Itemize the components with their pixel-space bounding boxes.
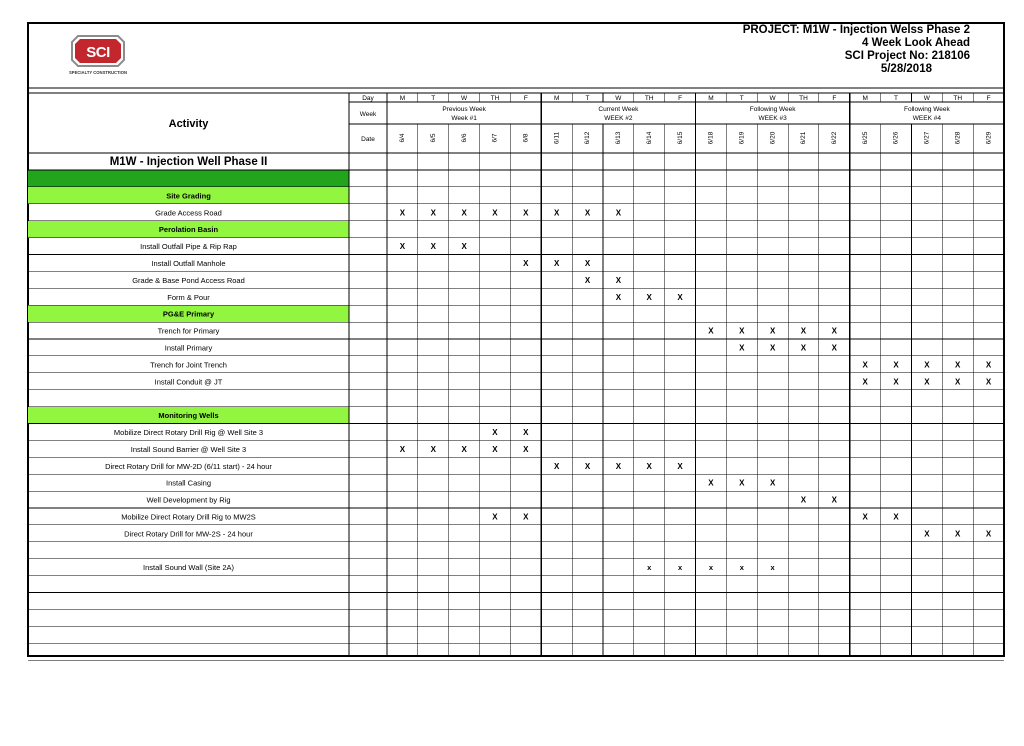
day-header: W [615, 95, 622, 102]
schedule-mark: X [831, 343, 837, 353]
schedule-mark: x [647, 563, 652, 573]
schedule-mark: X [492, 208, 498, 218]
week-header-line1: Previous Week [442, 106, 486, 113]
schedule-mark: X [739, 326, 745, 336]
date-header: 6/18 [707, 131, 715, 145]
schedule-mark: X [584, 275, 591, 285]
schedule-mark: x [708, 563, 714, 573]
schedule-mark: X [492, 444, 498, 454]
section-label: Perolation Basin [158, 225, 219, 235]
date-header: 6/4 [399, 133, 407, 143]
task-label: Trench for Joint Trench [150, 360, 227, 370]
schedule-mark: X [831, 326, 837, 336]
day-header: M [399, 95, 406, 102]
schedule-mark: X [523, 258, 529, 268]
section-title: M1W - Injection Well Phase II [109, 156, 268, 168]
schedule-mark: X [769, 326, 776, 336]
schedule-mark: X [430, 242, 436, 252]
task-label: Grade Access Road [155, 208, 222, 218]
task-label: Direct Rotary Drill for MW-2D (6/11 start) - 24 hour [105, 461, 272, 471]
day-header: M [553, 95, 560, 102]
date-header: 6/29 [985, 131, 993, 145]
day-header: TH [644, 95, 654, 102]
day-header: T [585, 95, 590, 102]
schedule-mark: X [739, 478, 745, 488]
date-header: 6/8 [522, 133, 530, 143]
task-label: Install Sound Barrier @ Well Site 3 [130, 444, 247, 454]
date-header: 6/26 [892, 131, 900, 145]
day-header: W [923, 95, 930, 102]
schedule-mark: X [584, 258, 591, 268]
day-header: TH [953, 95, 963, 102]
date-header: 6/22 [831, 131, 839, 145]
schedule-mark: X [492, 512, 498, 522]
activity-header: Activity [168, 118, 209, 130]
week-label: Week [359, 111, 377, 118]
schedule-mark: X [924, 377, 930, 387]
day-label: Day [362, 95, 374, 102]
day-header: F [678, 95, 683, 102]
schedule-mark: X [492, 427, 498, 437]
project-title: PROJECT: M1W - Injection Welss Phase 2 [742, 24, 970, 36]
task-label: Install Outfall Manhole [151, 258, 226, 268]
date-header: 6/7 [491, 133, 499, 143]
schedule-mark: X [523, 208, 529, 218]
day-header: M [708, 95, 714, 102]
date-label: Date [361, 136, 375, 143]
schedule-mark: X [399, 242, 406, 252]
schedule-mark: X [893, 512, 899, 522]
schedule-mark: x [677, 563, 683, 573]
schedule-mark: x [770, 563, 775, 573]
date-header: 6/14 [645, 131, 653, 145]
date-header: 6/25 [861, 131, 869, 145]
section-label: PG&E Primary [162, 309, 215, 319]
day-header: T [894, 95, 899, 102]
schedule-mark: X [800, 343, 807, 353]
date-header: 6/19 [738, 131, 746, 145]
schedule-mark: X [862, 377, 868, 387]
schedule-mark: X [554, 208, 560, 218]
schedule-mark: X [769, 343, 776, 353]
schedule-mark: X [769, 478, 776, 488]
date-header: 6/11 [553, 131, 561, 145]
schedule-mark: X [862, 512, 868, 522]
schedule-mark: X [955, 360, 961, 370]
schedule-mark: X [677, 292, 683, 302]
task-label: Well Development by Rig [146, 495, 231, 505]
section-label: Monitoring Wells [158, 411, 219, 421]
schedule-mark: X [924, 529, 930, 539]
schedule-mark: X [646, 292, 652, 302]
day-header: T [431, 95, 436, 102]
schedule-mark: X [862, 360, 868, 370]
look-ahead-title: 4 Week Look Ahead [861, 37, 970, 49]
week-header-line2: WEEK #4 [912, 115, 941, 122]
schedule-mark: X [708, 478, 714, 488]
day-header: TH [490, 95, 500, 102]
week-header-line2: WEEK #3 [758, 115, 787, 122]
schedule-mark: X [800, 326, 807, 336]
schedule-mark: X [893, 360, 899, 370]
schedule-mark: X [584, 461, 591, 471]
day-header: M [862, 95, 868, 102]
schedule-mark: x [739, 563, 744, 573]
schedule-mark: X [985, 360, 992, 370]
project-number: SCI Project No: 218106 [844, 50, 970, 62]
schedule-mark: X [708, 326, 714, 336]
schedule-mark: X [523, 427, 529, 437]
date-header: 6/20 [769, 131, 777, 145]
task-label: Trench for Primary [157, 326, 220, 336]
task-label: Direct Rotary Drill for MW-2S - 24 hour [124, 529, 253, 539]
week-header-line1: Current Week [598, 106, 639, 113]
schedule-mark: X [985, 529, 992, 539]
date-header: 6/6 [460, 133, 468, 143]
task-label: Install Outfall Pipe & Rip Rap [140, 242, 237, 252]
week-header-line2: Week #1 [451, 115, 477, 122]
schedule-mark: X [955, 529, 961, 539]
schedule-mark: X [677, 461, 683, 471]
date-header: 6/13 [615, 131, 623, 145]
schedule-mark: X [461, 242, 467, 252]
project-header [743, 24, 970, 76]
day-header: TH [799, 95, 808, 102]
day-header: F [986, 95, 991, 102]
task-label: Install Conduit @ JT [154, 377, 223, 387]
schedule-mark: X [831, 495, 837, 505]
section-label: Site Grading [166, 191, 211, 201]
schedule-mark: X [461, 208, 467, 218]
schedule-mark: X [523, 444, 529, 454]
logo-tagline: SPECIALTY CONSTRUCTION [68, 70, 128, 75]
day-header: F [832, 95, 837, 102]
day-header: T [739, 95, 744, 102]
date-header: 6/27 [923, 131, 931, 145]
date-header: 6/28 [954, 131, 962, 145]
schedule-mark: X [554, 461, 560, 471]
task-label: Grade & Base Pond Access Road [132, 275, 245, 285]
green-bar [28, 170, 349, 187]
day-header: W [769, 95, 776, 102]
schedule-mark: X [523, 512, 529, 522]
task-label: Mobilize Direct Rotary Drill Rig to MW2S [121, 512, 256, 522]
task-label: Install Casing [165, 478, 212, 488]
day-header: F [523, 95, 528, 102]
schedule-mark: X [615, 292, 622, 302]
schedule-mark: X [955, 377, 961, 387]
schedule-mark: X [924, 360, 930, 370]
logo-letters: SCI [86, 44, 110, 61]
date-header: 6/12 [584, 131, 592, 145]
schedule-mark: X [430, 208, 436, 218]
schedule-mark: X [430, 444, 436, 454]
schedule-mark: X [615, 461, 622, 471]
date-header: 6/5 [429, 133, 437, 143]
schedule-mark: X [985, 377, 992, 387]
schedule-mark: X [399, 208, 406, 218]
task-label: Install Primary [164, 343, 213, 353]
date-header: 6/15 [676, 131, 684, 145]
schedule-mark: X [615, 208, 622, 218]
day-header: W [461, 95, 468, 102]
task-label: Form & Pour [167, 292, 210, 302]
schedule-mark: X [554, 258, 560, 268]
schedule-mark: X [584, 208, 591, 218]
schedule-mark: X [646, 461, 652, 471]
schedule-mark: X [461, 444, 467, 454]
week-header-line1: Following Week [903, 106, 950, 113]
schedule-mark: X [739, 343, 745, 353]
week-header-line1: Following Week [749, 106, 796, 113]
schedule-mark: X [893, 377, 899, 387]
report-date: 5/28/2018 [880, 63, 932, 75]
date-header: 6/21 [800, 131, 808, 145]
week-header-line2: WEEK #2 [604, 115, 633, 122]
schedule-mark: X [399, 444, 406, 454]
schedule-mark: X [800, 495, 807, 505]
schedule-mark: X [615, 275, 622, 285]
task-label: Mobilize Direct Rotary Drill Rig @ Well Site 3 [113, 427, 264, 437]
task-label: Install Sound Wall (Site 2A) [142, 563, 235, 573]
